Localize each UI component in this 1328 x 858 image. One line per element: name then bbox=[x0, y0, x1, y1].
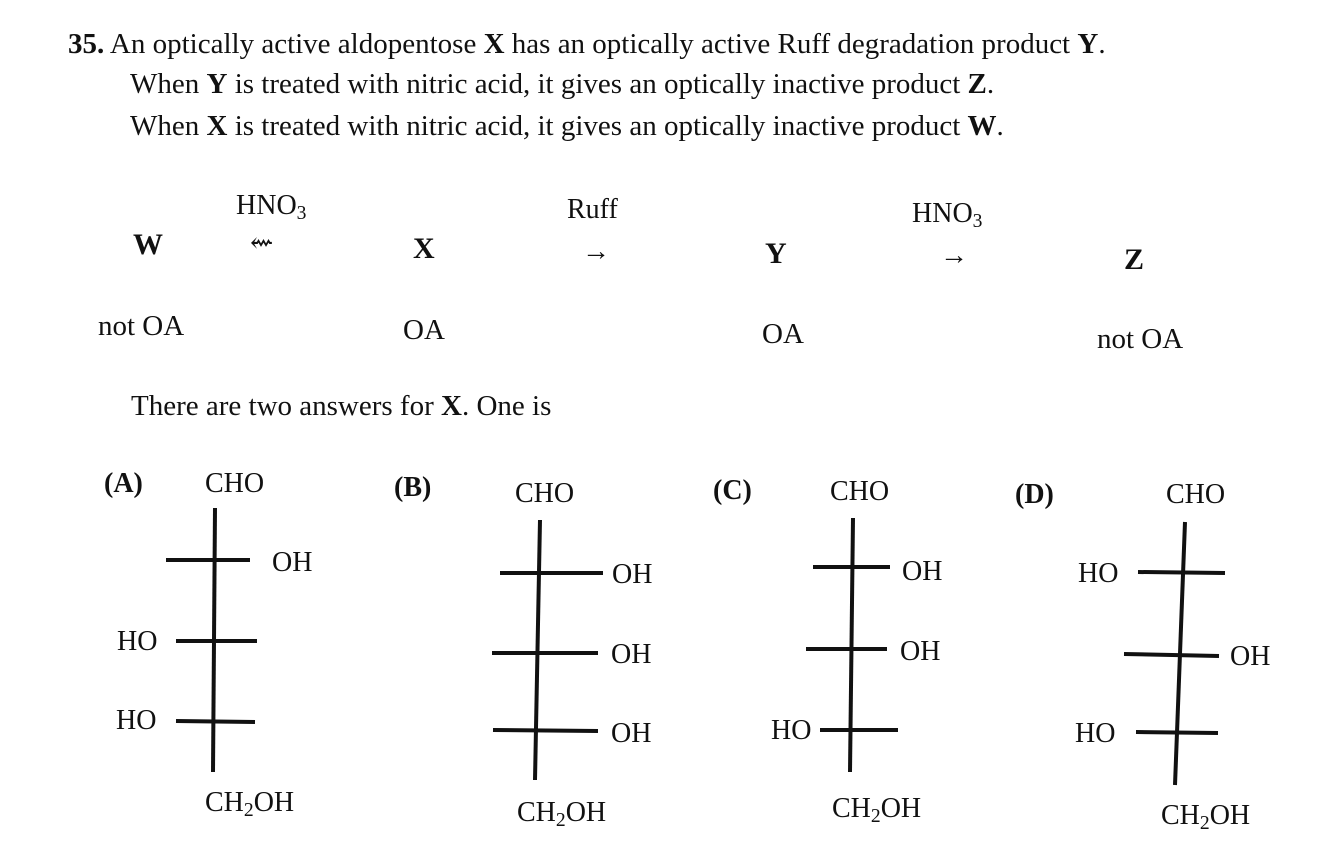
reagent-hno3-right: $HNO_3$ bbox=[912, 198, 983, 232]
option-c-top-group: CHO bbox=[830, 476, 890, 507]
option-c-label[interactable]: (C) bbox=[713, 475, 752, 506]
compound-z: Z bbox=[1124, 243, 1145, 276]
option-b-right-3: OH bbox=[611, 718, 652, 749]
option-d-top-group: CHO bbox=[1166, 479, 1226, 510]
option-d-bond-2 bbox=[1124, 654, 1219, 656]
option-c-right-2: OH bbox=[900, 636, 941, 667]
compound-y: Y bbox=[765, 237, 787, 270]
reagent-ruff: Ruff bbox=[567, 194, 618, 225]
option-a-left-2: HO bbox=[117, 626, 158, 657]
option-d-bottom-group: $CH_2OH$ bbox=[1161, 800, 1251, 834]
compound-w: W bbox=[133, 228, 163, 261]
option-a-left-3: HO bbox=[116, 705, 157, 736]
option-a-label[interactable]: (A) bbox=[104, 468, 143, 499]
activity-w: not OA bbox=[98, 310, 185, 342]
question-text: An optically active aldopentose X has an optically active Ruff degradation product Y. bbox=[109, 28, 1106, 60]
option-a-bond-3 bbox=[176, 721, 255, 722]
reagent-hno3-left: $HNO_3$ bbox=[236, 190, 307, 224]
option-d-right-2: OH bbox=[1230, 641, 1271, 672]
option-b-right-1: OH bbox=[612, 559, 653, 590]
option-c-bottom-group: $CH_2OH$ bbox=[832, 793, 922, 827]
question-number: 35. bbox=[68, 28, 105, 60]
option-c-backbone bbox=[850, 518, 853, 772]
question-line-2: When Y is treated with nitric acid, it gives an optically inactive product Z. bbox=[130, 68, 995, 100]
question-line-3: When X is treated with nitric acid, it gives an optically inactive product W. bbox=[130, 110, 1004, 142]
answer-prompt: There are two answers for X. One is bbox=[131, 390, 552, 422]
option-d-left-1: HO bbox=[1078, 558, 1119, 589]
option-b-label[interactable]: (B) bbox=[394, 472, 432, 503]
option-b-top-group: CHO bbox=[515, 478, 575, 509]
option-c-left-3: HO bbox=[771, 715, 812, 746]
activity-z: not OA bbox=[1097, 323, 1184, 355]
option-d-bond-1 bbox=[1138, 572, 1225, 573]
option-c-right-1: OH bbox=[902, 556, 943, 587]
option-b-right-2: OH bbox=[611, 639, 652, 670]
activity-y: OA bbox=[762, 318, 804, 350]
arrow-middle: → bbox=[582, 236, 610, 267]
option-d-left-3: HO bbox=[1075, 718, 1116, 749]
compound-x: X bbox=[413, 232, 435, 265]
option-d-label[interactable]: (D) bbox=[1015, 479, 1054, 510]
arrow-left: ⇜ bbox=[250, 228, 274, 259]
option-a-right-1: OH bbox=[272, 547, 313, 578]
arrow-right: → bbox=[940, 240, 968, 271]
option-b-bond-3 bbox=[493, 730, 598, 731]
option-b-backbone bbox=[535, 520, 540, 780]
option-a-top-group: CHO bbox=[205, 468, 265, 499]
option-d-bond-3 bbox=[1136, 732, 1218, 733]
option-a-bottom-group: $CH_2OH$ bbox=[205, 787, 295, 821]
option-b-bottom-group: $CH_2OH$ bbox=[517, 797, 607, 831]
activity-x: OA bbox=[403, 314, 445, 346]
